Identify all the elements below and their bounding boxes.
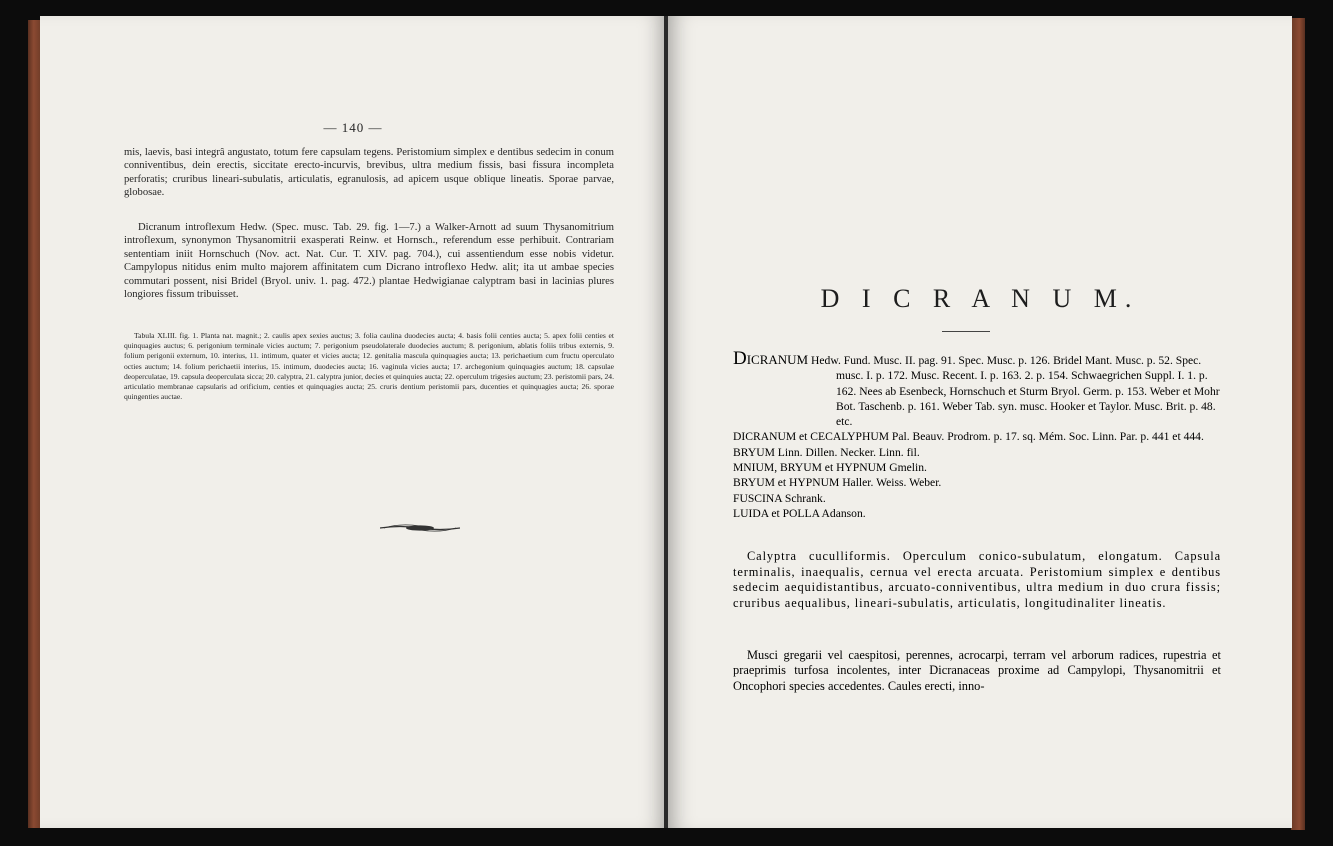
synonym-entry: FUSCINA Schrank. [733, 491, 826, 505]
synonym-genus: DICRANUM et CECALYPHUM [733, 430, 890, 444]
ornament-divider-icon [380, 522, 460, 534]
left-page [40, 16, 666, 828]
synonymy-block [733, 348, 1221, 521]
generic-character: Calyptra cuculliformis. Operculum conico-subulatum, elongatum. Capsula terminalis, inaequalis, cernua vel erecta arcuata. Peristomium simplex e dentibus sedecim aequidistantibus, arcuato-conniventibus, ultra medium in duo crura fissis; cruribus aequalibus, lineari-subulatis, articulatis, longitudinaliter lineatis. [733, 549, 1221, 610]
remark-paragraph: Dicranum introflexum Hedw. (Spec. musc. Tab. 29. fig. 1—7.) a Walker-Arnott ad suum Thysanomitrium introflexum, synonymon Thysanomitrii exasperati Reinw. et Hornsch., referendum esse perhibuit. Contrariam sententiam iniit Hornschuch (Nov. act. Nat. Cur. T. XIV. pag. 704.), cui assentiendum esse nobis videtur. Campylopus nitidus enim multo majorem affinitatem cum Dicrano introflexo Hedw. alit; ita ut ambae species commutari possent, nisi Bridel (Bryol. univ. 1. pag. 472.) plantae Hedwigianae calyptram basi in lacinias plures longiores fissum tribuisset. [124, 222, 614, 301]
synonym-entry: BRYUM Linn. Dillen. Necker. Linn. fil. [733, 445, 920, 459]
continuation-paragraph: mis, laevis, basi integrâ angustato, totum fere capsulam tegens. Peristomium simplex e dentibus sedecim in conum conniventibus, dein erectis, siccitate erecto-incurvis, brevibus, ultra medium fissis, basi fissura incompleta perforatis; cruribus lineari-subulatis, articulatis, egranulosis, ad apicem usque oblique lineatis. Sporae parvae, globosae. [124, 147, 614, 199]
plate-caption: Tabula XLIII. fig. 1. Planta nat. magnit.; 2. caulis apex sexies auctus; 3. folia caulina duodecies aucta; 4. basis folii centies aucta; 5. apex folii centies et quinquagies auctus; 6. perigonium terminale vicies auctum; 7. perigonium pseudolaterale duodecies auctum; 8. perigonium, ablatis foliis tribus externis, 9. folium perigonii externum, 10. interius, 11. intimum, quater et vicies aucta; 12. genitalia mascula quinquagies aucta; 13. perichaetium cum fructu operculato octies auctum; 14. folium perichaetii interius, 15. intimum, duodecies aucta; 16. vaginula vicies aucta; 17. archegonium quinquagies auctum; 18. capsulae deoperculatae, 19. capsula deoperculata sicca; 20. calyptra, 21. calyptra junior, decies et quinquies aucta; 22. operculum trigesies auctum; 23. peristomii pars, 24. articulatio membranae capsularis ad orificium, centies et quinquagies aucta; 25. cruris dentium peristomii pars, ducenties et quinquagies aucta; 26. sporae quingenties auctae. [124, 331, 614, 402]
book-spine-right [1291, 18, 1305, 830]
synonym-entry: LUIDA et POLLA Adanson. [733, 506, 866, 520]
description-paragraph: Musci gregarii vel caespitosi, perennes, acrocarpi, terram vel arborum radices, rupestria et praeprimis turfosa incolentes, inter Dicranaceas proxime ad Campylopi, Thysanomitrii et Oncophori species accedentes. Caules erecti, inno- [733, 648, 1221, 693]
genus-title: D I C R A N U M. [820, 284, 1140, 313]
synonym-entry: MNIUM, BRYUM et HYPNUM Gmelin. [733, 461, 927, 475]
synonym-entry: BRYUM et HYPNUM Haller. Weiss. Weber. [733, 476, 942, 490]
synonym-entry [733, 348, 1221, 429]
title-rule [942, 331, 990, 332]
synonym-entry [733, 429, 1221, 444]
page-number: — 140 — [323, 120, 383, 135]
synonym-refs: Pal. Beauv. Prodrom. p. 17. sq. Mém. Soc. Linn. Par. p. 441 et 444. [891, 430, 1204, 444]
synonym-genus: Dicranum [733, 348, 809, 369]
synonym-refs: Hedw. Fund. Musc. II. pag. 91. Spec. Musc. p. 126. Bridel Mant. Musc. p. 52. Spec. musc. I. p. 172. Musc. Recent. I. p. 163. 2. p. 154. Schwaegrichen Suppl. I. 1. p. 162. Nees ab Esenbeck, Hornschuch et Sturm Bryol. Germ. p. 153. Weber et Mohr Bot. Taschenb. p. 161. Weber Tab. syn. musc. Hooker et Taylor. Musc. Brit. p. 48. etc. [811, 354, 1220, 429]
